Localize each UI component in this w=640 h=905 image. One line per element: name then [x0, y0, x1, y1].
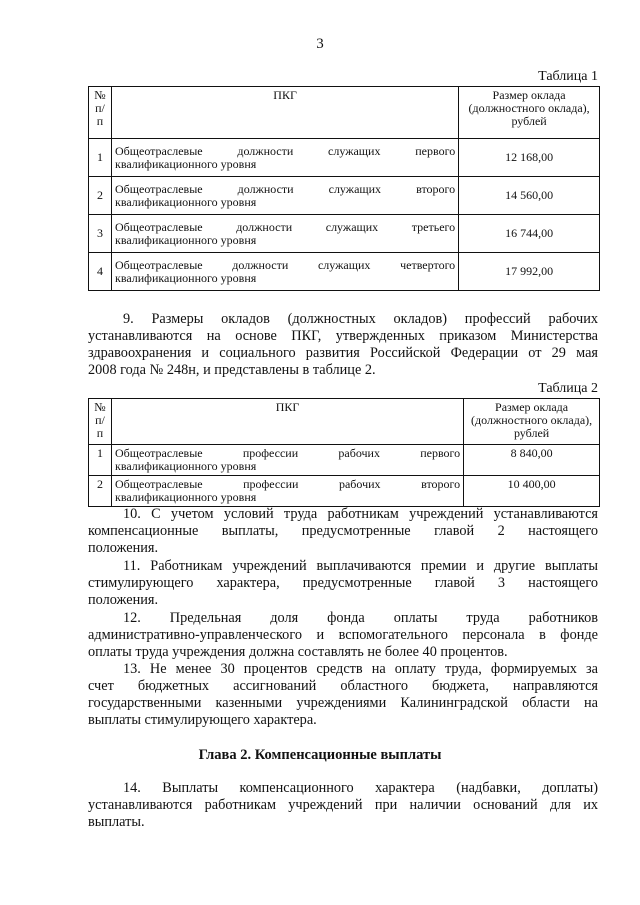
table1-caption: Таблица 1	[538, 69, 598, 84]
row-number: 1	[89, 139, 112, 177]
row-salary: 16 744,00	[459, 215, 600, 253]
row-pkg-name: Общеотраслевые должности служащих третьего квалификационного уровня	[111, 215, 458, 253]
table-row	[89, 476, 600, 507]
paragraph-11: 11. Работникам учреждений выплачиваются премии и другие выплаты стимулирующего характера, предусмотренные главой 3 настоящего положения.	[88, 558, 598, 608]
table-row	[89, 445, 600, 476]
paragraph-10: 10. С учетом условий труда работникам учреждений устанавливаются компенсационные выплаты, предусмотренные главой 2 настоящего положения.	[88, 506, 598, 556]
table2	[88, 398, 600, 507]
row-salary: 17 992,00	[459, 253, 600, 291]
table1-header-num: № п/п	[89, 87, 112, 139]
row-pkg-name: Общеотраслевые должности служащих второго квалификационного уровня	[111, 177, 458, 215]
row-pkg-name: Общеотраслевые должности служащих четвертого квалификационного уровня	[111, 253, 458, 291]
row-pkg-name: Общеотраслевые должности служащих первого квалификационного уровня	[111, 139, 458, 177]
row-number: 2	[89, 177, 112, 215]
paragraph-14: 14. Выплаты компенсационного характера (надбавки, доплаты) устанавливаются работникам учреждений при наличии оснований для их выплаты.	[88, 780, 598, 830]
table2-header-salary: Размер оклада (должностного оклада), рублей	[464, 399, 600, 445]
row-salary: 12 168,00	[459, 139, 600, 177]
table1-header-row	[89, 87, 600, 139]
row-number: 3	[89, 215, 112, 253]
table2-caption: Таблица 2	[538, 381, 598, 396]
row-number: 1	[89, 445, 112, 476]
row-salary: 8 840,00	[464, 445, 600, 476]
row-pkg-name: Общеотраслевые профессии рабочих первого квалификационного уровня	[111, 445, 463, 476]
row-number: 4	[89, 253, 112, 291]
table1	[88, 86, 600, 291]
table1-header-pkg: ПКГ	[111, 87, 458, 139]
table-row	[89, 139, 600, 177]
table-row	[89, 253, 600, 291]
row-pkg-name: Общеотраслевые профессии рабочих второго квалификационного уровня	[111, 476, 463, 507]
paragraph-12: 12. Предельная доля фонда оплаты труда работников административно-управленческого и вспомогательного персонала в фонде оплаты труда учреждения должна составлять не более 40 процентов.	[88, 610, 598, 660]
table-row	[89, 215, 600, 253]
paragraph-13: 13. Не менее 30 процентов средств на оплату труда, формируемых за счет бюджетных ассигнований областного бюджета, направляются государственными казенными учреждениями Калининградской области на выплаты стимулирующего характера.	[88, 661, 598, 728]
chapter-heading: Глава 2. Компенсационные выплаты	[198, 747, 442, 763]
table1-header-salary: Размер оклада (должностного оклада), рублей	[459, 87, 600, 139]
table2-header-num: № п/п	[89, 399, 112, 445]
table2-header-pkg: ПКГ	[111, 399, 463, 445]
paragraph-9: 9. Размеры окладов (должностных окладов) профессий рабочих устанавливаются на основе ПКГ, утвержденных приказом Министерства здравоохранения и социального развития Российской Федерации от 29 мая 2008 года № 248н, и представлены в таблице 2.	[88, 311, 598, 378]
row-number: 2	[89, 476, 112, 507]
table2-header-row	[89, 399, 600, 445]
row-salary: 10 400,00	[464, 476, 600, 507]
row-salary: 14 560,00	[459, 177, 600, 215]
table-row	[89, 177, 600, 215]
page-number: 3	[316, 36, 324, 52]
